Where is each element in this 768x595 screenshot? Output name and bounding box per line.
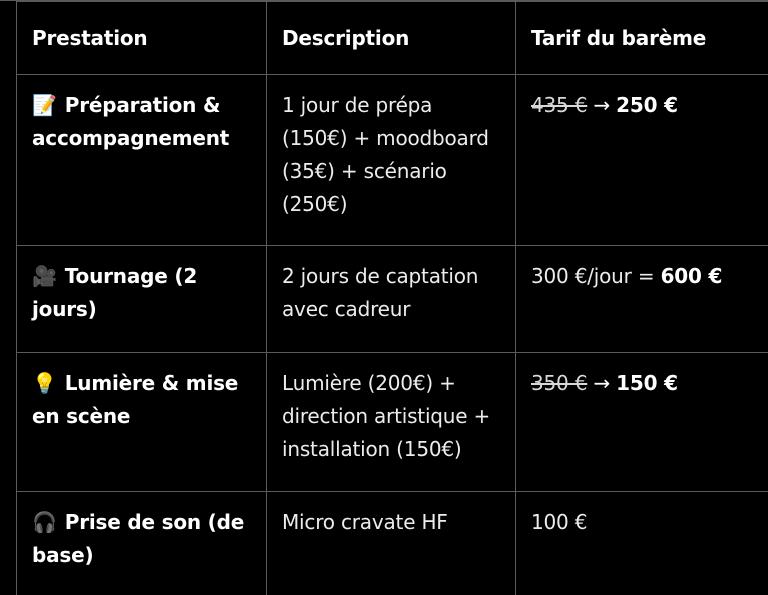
new-price: 250 €	[616, 93, 678, 117]
prestation-name: Lumière & mise en scène	[32, 371, 238, 428]
description-cell: 2 jours de captation avec cadreur	[267, 246, 516, 353]
prestation-name: Préparation & accompagnement	[32, 93, 229, 150]
header-prestation: Prestation	[17, 2, 267, 75]
header-tarif: Tarif du barème	[516, 2, 768, 75]
table-row	[17, 246, 768, 353]
price-cell	[516, 492, 768, 595]
old-price: 435 €	[531, 93, 587, 117]
description-cell: Lumière (200€) + direction artistique + installation (150€)	[267, 353, 516, 492]
header-description: Description	[267, 2, 516, 75]
old-price: 350 €	[531, 371, 587, 395]
table-row	[17, 353, 768, 492]
memo-icon: 📝	[32, 89, 58, 122]
price-text: 300 €/jour =	[531, 264, 661, 288]
table-row	[17, 75, 768, 246]
movie-camera-icon: 🎥	[32, 260, 58, 293]
arrow-icon: →	[593, 93, 610, 117]
price-cell	[516, 246, 768, 353]
table-row	[17, 492, 768, 595]
new-price: 600 €	[661, 264, 723, 288]
table-header-row	[17, 2, 768, 75]
description-cell: Micro cravate HF	[267, 492, 516, 595]
pricing-table	[16, 1, 768, 595]
arrow-icon: →	[593, 371, 610, 395]
prestation-cell	[17, 492, 267, 595]
prestation-cell	[17, 353, 267, 492]
headphones-icon: 🎧	[32, 506, 58, 539]
description-cell: 1 jour de prépa (150€) + moodboard (35€) + scénario (250€)	[267, 75, 516, 246]
price-cell	[516, 353, 768, 492]
price-text: 100 €	[531, 510, 587, 534]
prestation-name: Tournage (2 jours)	[32, 264, 197, 321]
new-price: 150 €	[616, 371, 678, 395]
price-cell	[516, 75, 768, 246]
prestation-cell	[17, 75, 267, 246]
light-bulb-icon: 💡	[32, 367, 58, 400]
prestation-name: Prise de son (de base)	[32, 510, 244, 567]
prestation-cell	[17, 246, 267, 353]
